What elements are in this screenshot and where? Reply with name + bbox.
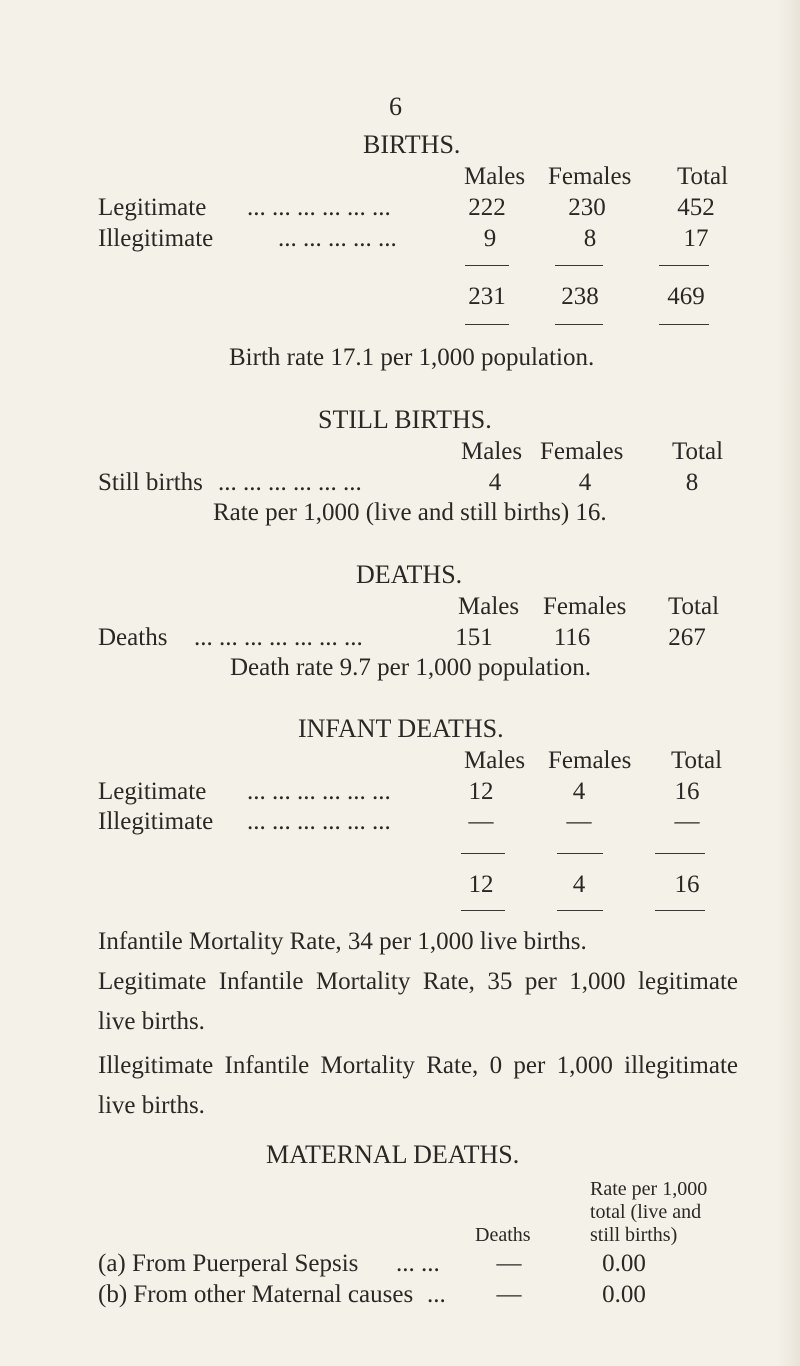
- births-total-rule: [465, 324, 509, 325]
- maternal-row-label: (b) From other Maternal causes: [98, 1281, 414, 1308]
- still-births-heading: STILL BIRTHS.: [318, 405, 492, 434]
- maternal-row-deaths: —: [496, 1281, 522, 1308]
- maternal-col-rate-line: still births): [590, 1224, 678, 1246]
- deaths-col-females: Females: [543, 593, 627, 620]
- births-row-males: 9: [483, 225, 497, 252]
- still-births-row-females: 4: [578, 469, 592, 496]
- infant-total-rule: [557, 910, 603, 911]
- infant-col-females: Females: [548, 747, 632, 774]
- still-births-row-label: Still births: [98, 469, 203, 496]
- infant-total-rule: [461, 910, 505, 911]
- maternal-col-rate-line: Rate per 1,000: [590, 1178, 708, 1200]
- maternal-row-dots: ...: [427, 1281, 446, 1308]
- infant-row-females: 4: [572, 778, 586, 805]
- maternal-row-deaths: —: [496, 1250, 522, 1277]
- birth-rate-text: Birth rate 17.1 per 1,000 population.: [229, 344, 595, 371]
- infant-row-males: —: [468, 808, 494, 835]
- maternal-row-rate: 0.00: [602, 1281, 646, 1308]
- infant-col-total: Total: [671, 747, 723, 774]
- births-sum-rule: [465, 265, 509, 266]
- deaths-col-total: Total: [668, 593, 720, 620]
- infant-row-total: —: [674, 808, 700, 835]
- mortality-note: Infantile Mortality Rate, 34 per 1,000 live births.: [98, 928, 587, 955]
- births-row-label: Illegitimate: [98, 225, 214, 252]
- infant-row-females: —: [566, 808, 592, 835]
- infant-row-dots: ... ... ... ... ... ...: [247, 808, 391, 835]
- infant-col-males: Males: [464, 747, 526, 774]
- births-row-dots: ... ... ... ... ...: [278, 225, 397, 252]
- births-row-label: Legitimate: [98, 194, 207, 221]
- births-sum-rule: [659, 265, 709, 266]
- mortality-note: Legitimate Infantile Mortality Rate, 35 per 1,000 legitimate live births.: [98, 968, 738, 1035]
- page-edge-shading: [778, 0, 800, 1366]
- page-number: 6: [389, 92, 402, 121]
- maternal-row-label: (a) From Puerperal Sepsis: [98, 1250, 359, 1277]
- still-births-row-dots: ... ... ... ... ... ...: [218, 469, 362, 496]
- births-col-females: Females: [548, 163, 632, 190]
- births-sum-rule: [555, 265, 603, 266]
- births-total-males: 231: [468, 283, 506, 310]
- births-total-females: 238: [561, 283, 599, 310]
- mortality-note: Illegitimate Infantile Mortality Rate, 0 per 1,000 illegitimate live births.: [98, 1052, 738, 1119]
- births-row-females: 8: [583, 225, 597, 252]
- infant-sum-rule: [655, 853, 705, 854]
- births-col-total: Total: [677, 163, 729, 190]
- infant-sum-rule: [557, 853, 603, 854]
- maternal-row-dots: ... ...: [396, 1250, 440, 1277]
- births-row-females: 230: [568, 194, 606, 221]
- death-rate-text: Death rate 9.7 per 1,000 population.: [230, 654, 592, 681]
- births-total-rule: [659, 324, 709, 325]
- deaths-heading: DEATHS.: [356, 560, 463, 589]
- births-total-total: 469: [667, 283, 705, 310]
- maternal-deaths-heading: MATERNAL DEATHS.: [266, 1140, 520, 1169]
- infant-total-rule: [655, 910, 705, 911]
- deaths-col-males: Males: [458, 593, 520, 620]
- infant-total-females: 4: [572, 871, 586, 898]
- infant-row-label: Legitimate: [98, 778, 207, 805]
- infant-sum-rule: [461, 853, 505, 854]
- still-births-col-total: Total: [672, 438, 724, 465]
- deaths-row-dots: ... ... ... ... ... ... ...: [194, 624, 363, 651]
- births-row-dots: ... ... ... ... ... ...: [247, 194, 391, 221]
- still-births-col-males: Males: [461, 438, 523, 465]
- births-total-rule: [555, 324, 603, 325]
- births-col-males: Males: [464, 163, 526, 190]
- still-birth-rate-text: Rate per 1,000 (live and still births) 16.: [213, 499, 607, 526]
- infant-row-total: 16: [674, 778, 700, 805]
- births-row-total: 452: [677, 194, 715, 221]
- infant-deaths-heading: INFANT DEATHS.: [298, 714, 504, 743]
- deaths-row-females: 116: [553, 624, 591, 651]
- infant-total-males: 12: [468, 871, 494, 898]
- infant-row-dots: ... ... ... ... ... ...: [247, 778, 391, 805]
- deaths-row-total: 267: [668, 624, 706, 651]
- births-heading: BIRTHS.: [363, 130, 461, 159]
- still-births-col-females: Females: [540, 438, 624, 465]
- deaths-row-males: 151: [455, 624, 493, 651]
- births-row-total: 17: [683, 225, 709, 252]
- infant-row-males: 12: [468, 778, 494, 805]
- maternal-col-deaths: Deaths: [475, 1224, 531, 1246]
- still-births-row-males: 4: [488, 469, 502, 496]
- maternal-col-rate-line: total (live and: [590, 1201, 702, 1223]
- deaths-row-label: Deaths: [98, 624, 168, 651]
- births-row-males: 222: [468, 194, 506, 221]
- infant-total-total: 16: [674, 871, 700, 898]
- infant-row-label: Illegitimate: [98, 808, 214, 835]
- maternal-row-rate: 0.00: [602, 1250, 646, 1277]
- still-births-row-total: 8: [685, 469, 699, 496]
